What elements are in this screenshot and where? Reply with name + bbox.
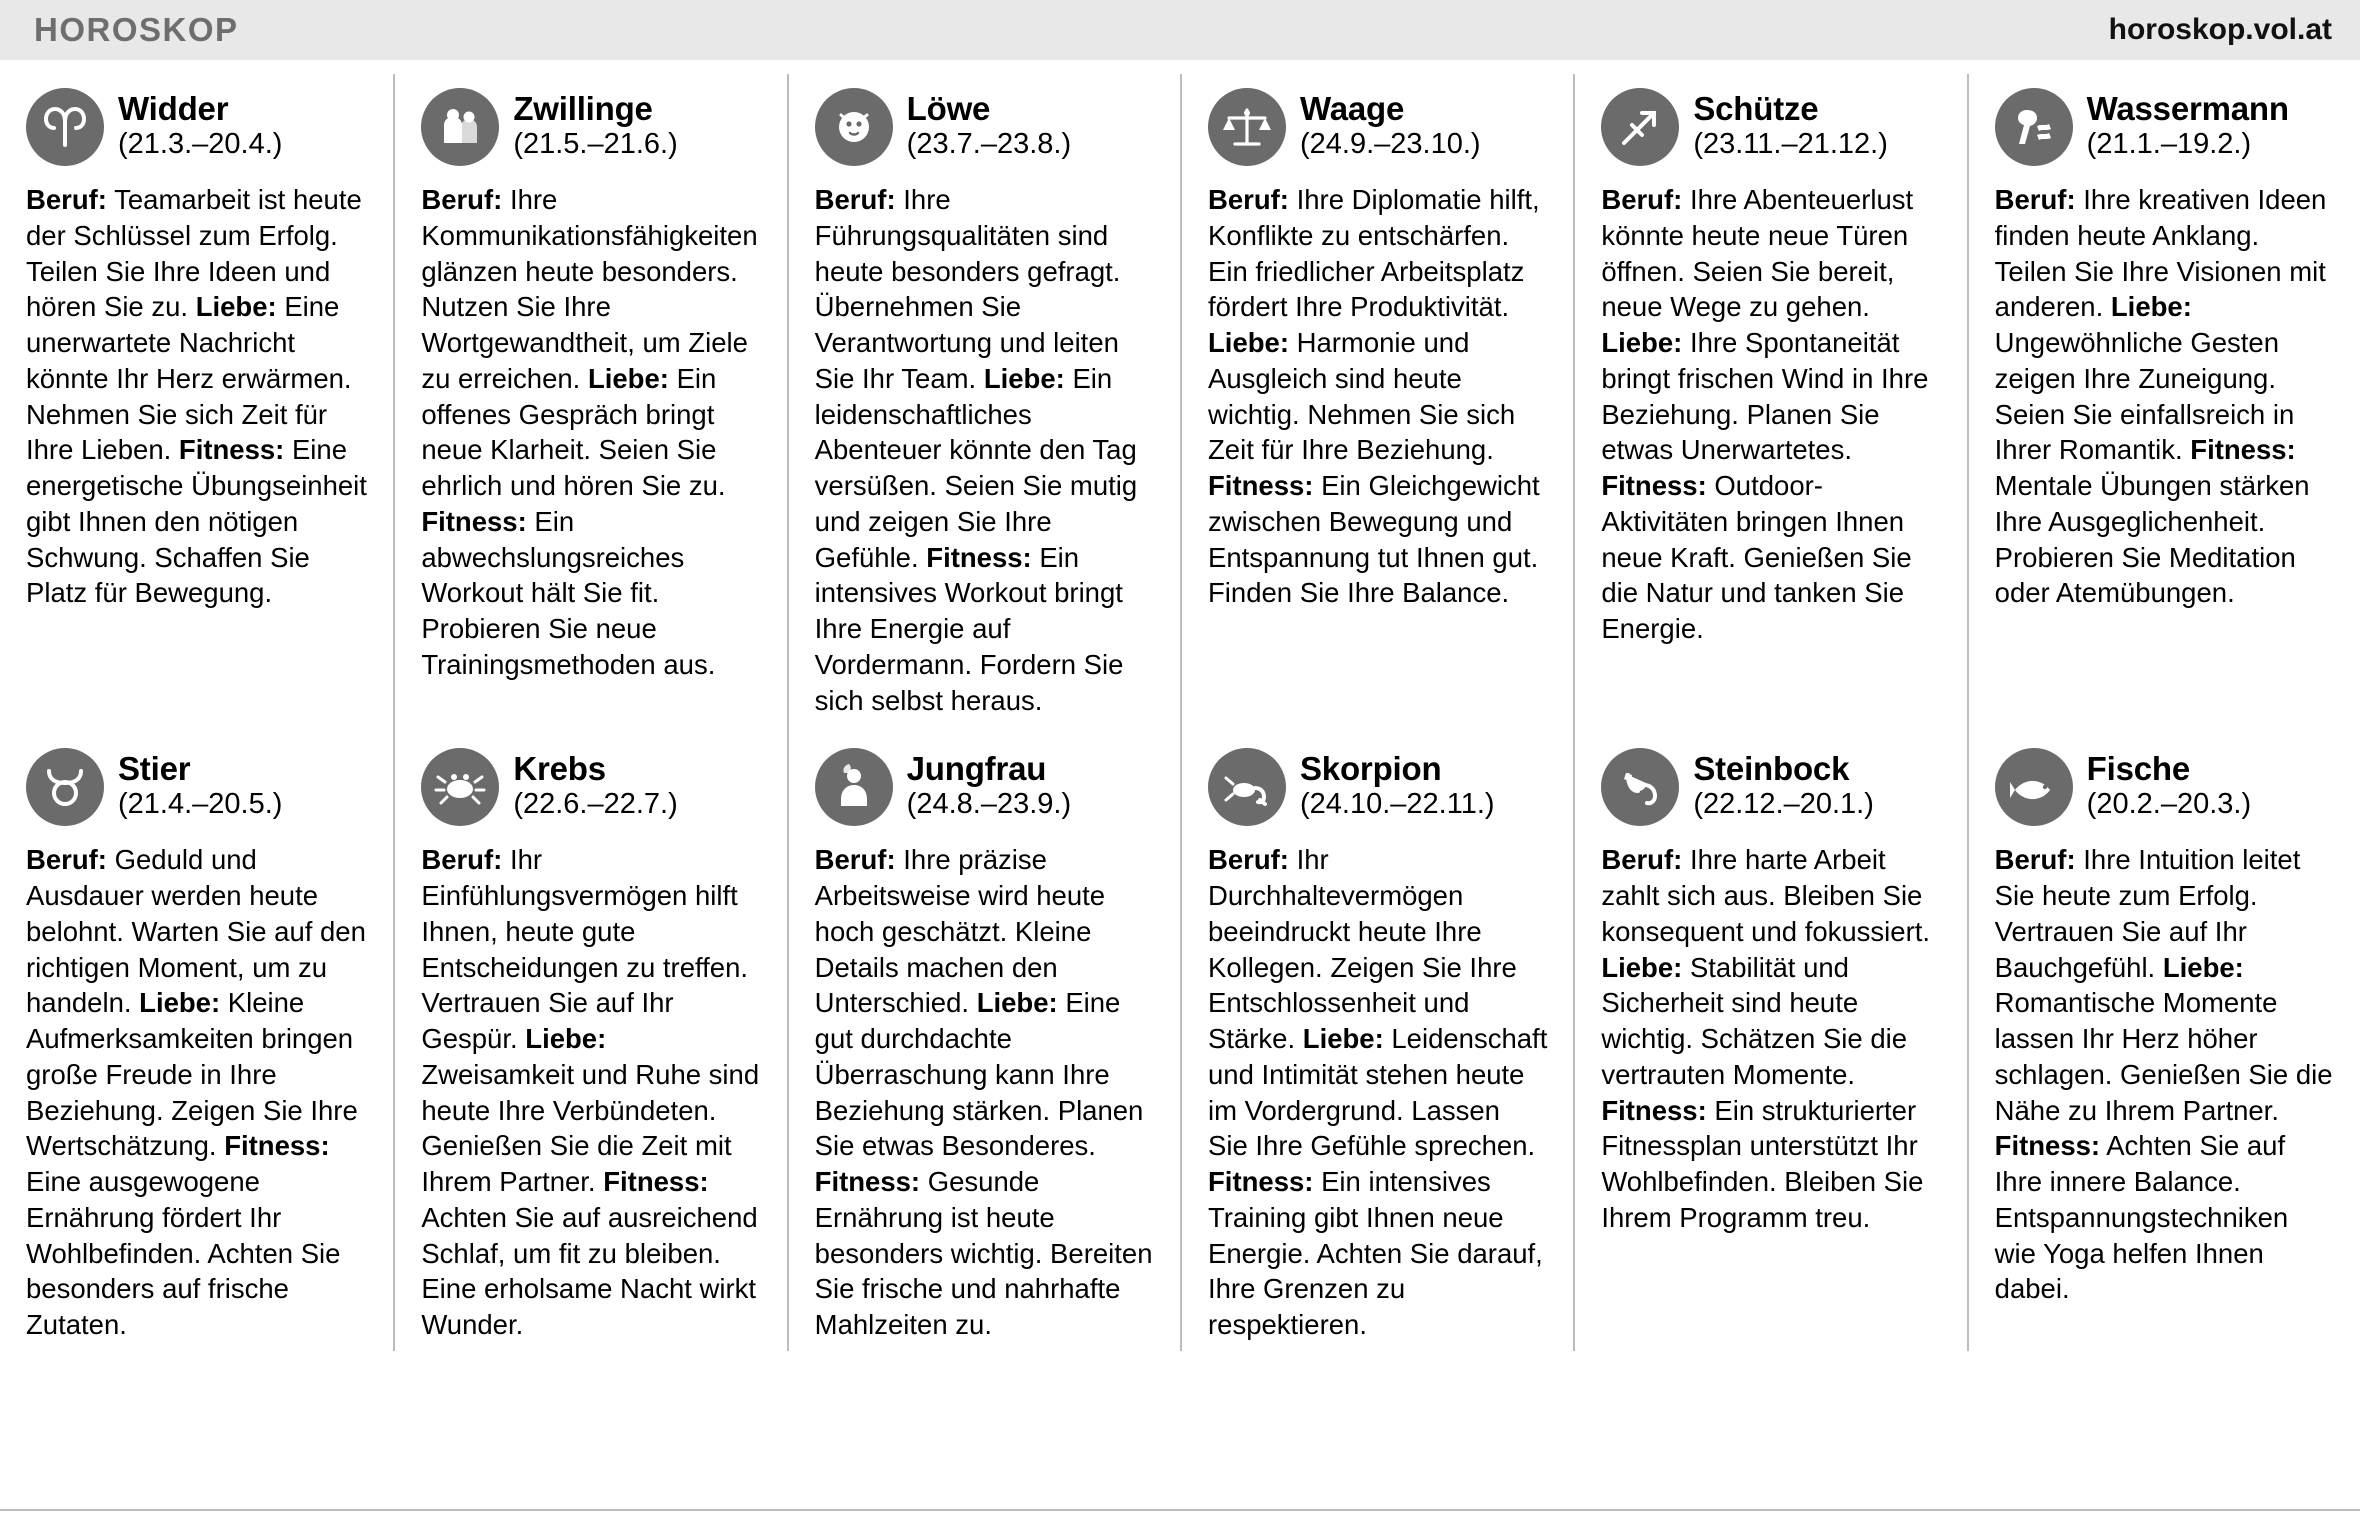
zodiac-forecast-text bbox=[1208, 182, 1547, 611]
forecast-label-liebe: Liebe: bbox=[983, 362, 1065, 394]
zodiac-card-header bbox=[26, 88, 367, 172]
page-title: HOROSKOP bbox=[34, 11, 239, 48]
zodiac-date-range: (21.5.–21.6.) bbox=[513, 127, 678, 160]
forecast-text-beruf: Ihre präzise Arbeitsweise wird heute hoch geschätzt. Kleine Details machen den Unterschied. bbox=[814, 844, 1106, 1019]
zodiac-name-block bbox=[907, 748, 1071, 820]
zodiac-forecast-text bbox=[815, 182, 1154, 718]
forecast-text-fitness: Achten Sie auf ausreichend Schlaf, um fit zu bleiben. Eine erholsame Nacht wirkt Wunder. bbox=[421, 1201, 758, 1340]
forecast-text-beruf: Ihre Kommunikationsfähigkeiten glänzen heute besonders. Nutzen Sie Ihre Wortgewandtheit, um Ziele zu erreichen. bbox=[421, 184, 758, 394]
forecast-label-beruf: Beruf: bbox=[1994, 184, 2076, 215]
zodiac-sign-name: Widder bbox=[118, 90, 229, 127]
zodiac-card-header bbox=[1995, 88, 2334, 172]
forecast-label-beruf: Beruf: bbox=[421, 844, 503, 876]
zodiac-name-block bbox=[2087, 88, 2289, 160]
zodiac-card bbox=[393, 726, 786, 1351]
zodiac-card bbox=[787, 726, 1180, 1351]
forecast-label-beruf: Beruf: bbox=[814, 844, 896, 876]
aquarius-waterbearer-icon bbox=[1995, 88, 2073, 166]
forecast-text-liebe: Romantische Momente lassen Ihr Herz höher schlagen. Genießen Sie die Nähe zu Ihrem Partner. bbox=[1994, 987, 2333, 1126]
forecast-text-fitness: Achten Sie auf Ihre innere Balance. Entspannungstechniken wie Yoga helfen Ihnen dabei. bbox=[1994, 1130, 2289, 1305]
forecast-text-fitness: Eine energetische Übungseinheit gibt Ihnen den nötigen Schwung. Schaffen Sie Platz für Bewegung. bbox=[26, 434, 367, 609]
zodiac-card bbox=[0, 74, 393, 726]
zodiac-forecast-text bbox=[1995, 182, 2334, 611]
zodiac-forecast-text bbox=[26, 182, 367, 611]
forecast-label-liebe: Liebe: bbox=[195, 291, 277, 323]
forecast-label-beruf: Beruf: bbox=[1208, 844, 1289, 876]
forecast-label-fitness: Fitness: bbox=[1601, 470, 1707, 501]
forecast-text-beruf: Ihr Durchhaltevermögen beeindruckt heute Ihre Kollegen. Zeigen Sie Ihre Entschlossenheit und Stärke. bbox=[1208, 844, 1517, 1054]
zodiac-name-block bbox=[907, 88, 1071, 160]
zodiac-name-block bbox=[1693, 748, 1874, 820]
forecast-label-beruf: Beruf: bbox=[421, 184, 503, 215]
forecast-text-beruf: Ihre Abenteuerlust könnte heute neue Türen öffnen. Seien Sie bereit, neue Wege zu gehen. bbox=[1601, 184, 1914, 323]
forecast-text-liebe: Stabilität und Sicherheit sind heute wichtig. Schätzen Sie die vertrauten Momente. bbox=[1601, 951, 1908, 1090]
zodiac-card-header bbox=[1601, 88, 1940, 172]
zodiac-date-range: (21.1.–19.2.) bbox=[2086, 127, 2252, 160]
zodiac-card bbox=[1573, 74, 1966, 726]
zodiac-card bbox=[1573, 726, 1966, 1351]
forecast-label-liebe: Liebe: bbox=[525, 1023, 607, 1054]
zodiac-date-range: (22.12.–20.1.) bbox=[1693, 788, 1874, 821]
forecast-text-fitness: Ein abwechslungsreiches Workout hält Sie fit. Probieren Sie neue Trainingsmethoden aus. bbox=[421, 505, 716, 680]
zodiac-sign-name: Wassermann bbox=[2086, 90, 2289, 127]
forecast-text-liebe: Ein offenes Gespräch bringt neue Klarheit. Seien Sie ehrlich und hören Sie zu. bbox=[421, 362, 726, 501]
zodiac-card-header bbox=[815, 748, 1154, 832]
zodiac-date-range: (24.9.–23.10.) bbox=[1300, 127, 1481, 160]
forecast-label-fitness: Fitness: bbox=[814, 1166, 921, 1197]
zodiac-card bbox=[0, 726, 393, 1351]
forecast-text-liebe: Ungewöhnliche Gesten zeigen Ihre Zuneigung. Seien Sie einfallsreich in Ihrer Romantik. bbox=[1994, 327, 2295, 466]
forecast-text-fitness: Mentale Übungen stärken Ihre Ausgeglichenheit. Probieren Sie Meditation oder Atemübungen. bbox=[1994, 470, 2310, 609]
forecast-label-fitness: Fitness: bbox=[421, 505, 527, 537]
zodiac-card-header bbox=[1601, 748, 1940, 832]
zodiac-forecast-text bbox=[1601, 182, 1940, 647]
zodiac-card bbox=[1180, 726, 1573, 1351]
zodiac-forecast-text bbox=[1995, 842, 2334, 1307]
zodiac-sign-name: Krebs bbox=[513, 750, 606, 788]
forecast-text-fitness: Ein strukturierter Fitnessplan unterstützt Ihr Wohlbefinden. Bleiben Sie Ihrem Programm treu. bbox=[1601, 1094, 1924, 1233]
zodiac-card-header bbox=[815, 88, 1154, 172]
zodiac-forecast-text bbox=[815, 842, 1154, 1343]
forecast-label-fitness: Fitness: bbox=[1208, 1166, 1314, 1197]
zodiac-name-block bbox=[1300, 88, 1481, 160]
zodiac-card-header bbox=[421, 748, 760, 832]
zodiac-card-header bbox=[26, 748, 367, 832]
aries-ram-icon bbox=[26, 88, 104, 166]
forecast-text-beruf: Geduld und Ausdauer werden heute belohnt. Warten Sie auf den richtigen Moment, um zu handeln. bbox=[26, 844, 366, 1019]
forecast-label-liebe: Liebe: bbox=[139, 987, 221, 1019]
capricorn-goat-icon bbox=[1601, 748, 1679, 826]
forecast-text-liebe: Leidenschaft und Intimität stehen heute im Vordergrund. Lassen Sie Ihre Gefühle sprechen. bbox=[1208, 1023, 1548, 1162]
forecast-text-fitness: Gesunde Ernährung ist heute besonders wichtig. Bereiten Sie frische und nahrhafte Mahlzeiten zu. bbox=[814, 1166, 1153, 1340]
forecast-text-liebe: Ihre Spontaneität bringt frischen Wind in Ihre Beziehung. Planen Sie etwas Unerwartetes. bbox=[1601, 327, 1929, 466]
zodiac-forecast-text bbox=[421, 182, 760, 683]
zodiac-name-block bbox=[1300, 748, 1495, 820]
footer-divider bbox=[0, 1509, 2360, 1511]
zodiac-sign-name: Fische bbox=[2086, 750, 2190, 788]
forecast-label-liebe: Liebe: bbox=[587, 362, 669, 394]
zodiac-card-header bbox=[421, 88, 760, 172]
zodiac-date-range: (20.2.–20.3.) bbox=[2086, 788, 2252, 821]
forecast-label-fitness: Fitness: bbox=[926, 541, 1032, 573]
zodiac-card bbox=[787, 74, 1180, 726]
forecast-label-liebe: Liebe: bbox=[1208, 327, 1289, 358]
zodiac-forecast-text bbox=[1601, 842, 1940, 1235]
taurus-bull-icon bbox=[26, 748, 104, 826]
zodiac-name-block bbox=[1693, 88, 1888, 160]
zodiac-name-block bbox=[513, 748, 677, 820]
forecast-text-beruf: Ihre Diplomatie hilft, Konflikte zu entschärfen. Ein friedlicher Arbeitsplatz fördert Ihre Produktivität. bbox=[1208, 184, 1540, 323]
zodiac-card bbox=[393, 74, 786, 726]
zodiac-forecast-text bbox=[26, 842, 367, 1343]
forecast-text-beruf: Ihre Führungsqualitäten sind heute besonders gefragt. Übernehmen Sie Verantwortung und leiten Sie Ihr Team. bbox=[814, 184, 1121, 394]
source-url: horoskop.vol.at bbox=[2108, 13, 2332, 46]
zodiac-card bbox=[1967, 726, 2360, 1351]
zodiac-card-header bbox=[1208, 88, 1547, 172]
forecast-label-fitness: Fitness: bbox=[1208, 470, 1314, 501]
forecast-label-beruf: Beruf: bbox=[1601, 184, 1683, 215]
forecast-label-liebe: Liebe: bbox=[1601, 951, 1683, 983]
zodiac-card-header bbox=[1208, 748, 1547, 832]
forecast-label-beruf: Beruf: bbox=[26, 184, 107, 215]
zodiac-card bbox=[1180, 74, 1573, 726]
forecast-label-beruf: Beruf: bbox=[26, 844, 107, 876]
zodiac-sign-name: Zwillinge bbox=[513, 90, 653, 127]
scorpio-scorpion-icon bbox=[1208, 748, 1286, 826]
forecast-text-liebe: Eine unerwartete Nachricht könnte Ihr Herz erwärmen. Nehmen Sie sich Zeit für Ihre Lieben. bbox=[26, 291, 352, 466]
libra-scales-icon bbox=[1208, 88, 1286, 166]
forecast-text-fitness: Ein intensives Training gibt Ihnen neue Energie. Achten Sie darauf, Ihre Grenzen zu respektieren. bbox=[1208, 1166, 1543, 1340]
zodiac-card-header bbox=[1995, 748, 2334, 832]
forecast-text-beruf: Ihre kreativen Ideen finden heute Anklang. Teilen Sie Ihre Visionen mit anderen. bbox=[1994, 184, 2327, 323]
zodiac-card bbox=[1967, 74, 2360, 726]
zodiac-sign-name: Schütze bbox=[1693, 90, 1819, 127]
page-header bbox=[0, 0, 2360, 60]
forecast-text-liebe: Zweisamkeit und Ruhe sind heute Ihre Verbündeten. Genießen Sie die Zeit mit Ihrem Partner. bbox=[421, 1058, 760, 1197]
forecast-label-beruf: Beruf: bbox=[814, 184, 896, 215]
virgo-maiden-icon bbox=[815, 748, 893, 826]
forecast-label-liebe: Liebe: bbox=[2110, 291, 2192, 323]
cancer-crab-icon bbox=[421, 748, 499, 826]
forecast-text-beruf: Ihre harte Arbeit zahlt sich aus. Bleiben Sie konsequent und fokussiert. bbox=[1601, 844, 1931, 947]
zodiac-forecast-text bbox=[1208, 842, 1547, 1343]
sagittarius-archer-icon bbox=[1601, 88, 1679, 166]
forecast-text-beruf: Teamarbeit ist heute der Schlüssel zum Erfolg. Teilen Sie Ihre Ideen und hören Sie zu. bbox=[26, 184, 362, 323]
forecast-text-fitness: Ein intensives Workout bringt Ihre Energie auf Vordermann. Fordern Sie sich selbst heraus. bbox=[814, 541, 1124, 716]
zodiac-date-range: (23.11.–21.12.) bbox=[1693, 127, 1888, 160]
zodiac-sign-name: Löwe bbox=[906, 90, 991, 127]
zodiac-date-range: (24.8.–23.9.) bbox=[906, 788, 1072, 821]
zodiac-grid bbox=[0, 60, 2360, 1351]
forecast-label-liebe: Liebe: bbox=[2162, 951, 2244, 983]
forecast-label-liebe: Liebe: bbox=[1601, 327, 1683, 358]
zodiac-name-block bbox=[118, 748, 282, 820]
forecast-label-fitness: Fitness: bbox=[1601, 1094, 1707, 1126]
zodiac-name-block bbox=[118, 88, 282, 160]
forecast-text-fitness: Eine ausgewogene Ernährung fördert Ihr Wohlbefinden. Achten Sie besonders auf frische Zutaten. bbox=[26, 1166, 341, 1340]
forecast-text-liebe: Harmonie und Ausgleich sind heute wichtig. Nehmen Sie sich Zeit für Ihre Beziehung. bbox=[1208, 327, 1516, 466]
forecast-label-beruf: Beruf: bbox=[1601, 844, 1683, 876]
zodiac-date-range: (22.6.–22.7.) bbox=[513, 788, 678, 821]
forecast-label-liebe: Liebe: bbox=[1302, 1023, 1384, 1054]
zodiac-date-range: (24.10.–22.11.) bbox=[1300, 788, 1495, 821]
zodiac-sign-name: Stier bbox=[118, 750, 191, 788]
forecast-label-fitness: Fitness: bbox=[178, 434, 285, 466]
zodiac-sign-name: Steinbock bbox=[1693, 750, 1850, 788]
gemini-twins-icon bbox=[421, 88, 499, 166]
forecast-label-fitness: Fitness: bbox=[603, 1166, 709, 1197]
zodiac-name-block bbox=[513, 88, 677, 160]
forecast-label-liebe: Liebe: bbox=[976, 987, 1058, 1019]
forecast-label-fitness: Fitness: bbox=[2190, 434, 2296, 466]
forecast-label-fitness: Fitness: bbox=[1994, 1130, 2101, 1162]
zodiac-date-range: (21.3.–20.4.) bbox=[118, 127, 283, 160]
forecast-text-fitness: Outdoor-Aktivitäten bringen Ihnen neue Kraft. Genießen Sie die Natur und tanken Sie Energie. bbox=[1601, 470, 1912, 644]
leo-lion-icon bbox=[815, 88, 893, 166]
forecast-label-beruf: Beruf: bbox=[1994, 844, 2076, 876]
forecast-text-fitness: Ein Gleichgewicht zwischen Bewegung und Entspannung tut Ihnen gut. Finden Sie Ihre Balance. bbox=[1208, 470, 1540, 609]
zodiac-sign-name: Waage bbox=[1300, 90, 1405, 127]
zodiac-forecast-text bbox=[421, 842, 760, 1343]
pisces-fish-icon bbox=[1995, 748, 2073, 826]
zodiac-sign-name: Jungfrau bbox=[906, 750, 1047, 788]
zodiac-date-range: (21.4.–20.5.) bbox=[118, 788, 283, 821]
forecast-text-beruf: Ihre Intuition leitet Sie heute zum Erfolg. Vertrauen Sie auf Ihr Bauchgefühl. bbox=[1994, 844, 2301, 983]
forecast-text-liebe: Eine gut durchdachte Überraschung kann Ihre Beziehung stärken. Planen Sie etwas Besonderes. bbox=[814, 987, 1144, 1162]
forecast-label-fitness: Fitness: bbox=[224, 1130, 330, 1162]
zodiac-date-range: (23.7.–23.8.) bbox=[906, 127, 1072, 160]
forecast-label-beruf: Beruf: bbox=[1208, 184, 1289, 215]
forecast-text-beruf: Ihr Einfühlungsvermögen hilft Ihnen, heute gute Entscheidungen zu treffen. Vertrauen Sie auf Ihr Gespür. bbox=[421, 844, 748, 1054]
forecast-text-liebe: Kleine Aufmerksamkeiten bringen große Freude in Ihre Beziehung. Zeigen Sie Ihre Wertschätzung. bbox=[26, 987, 358, 1162]
zodiac-name-block bbox=[2087, 748, 2251, 820]
forecast-text-liebe: Ein leidenschaftliches Abenteuer könnte den Tag versüßen. Seien Sie mutig und zeigen Sie Ihre Gefühle. bbox=[814, 362, 1138, 573]
zodiac-sign-name: Skorpion bbox=[1300, 750, 1442, 788]
